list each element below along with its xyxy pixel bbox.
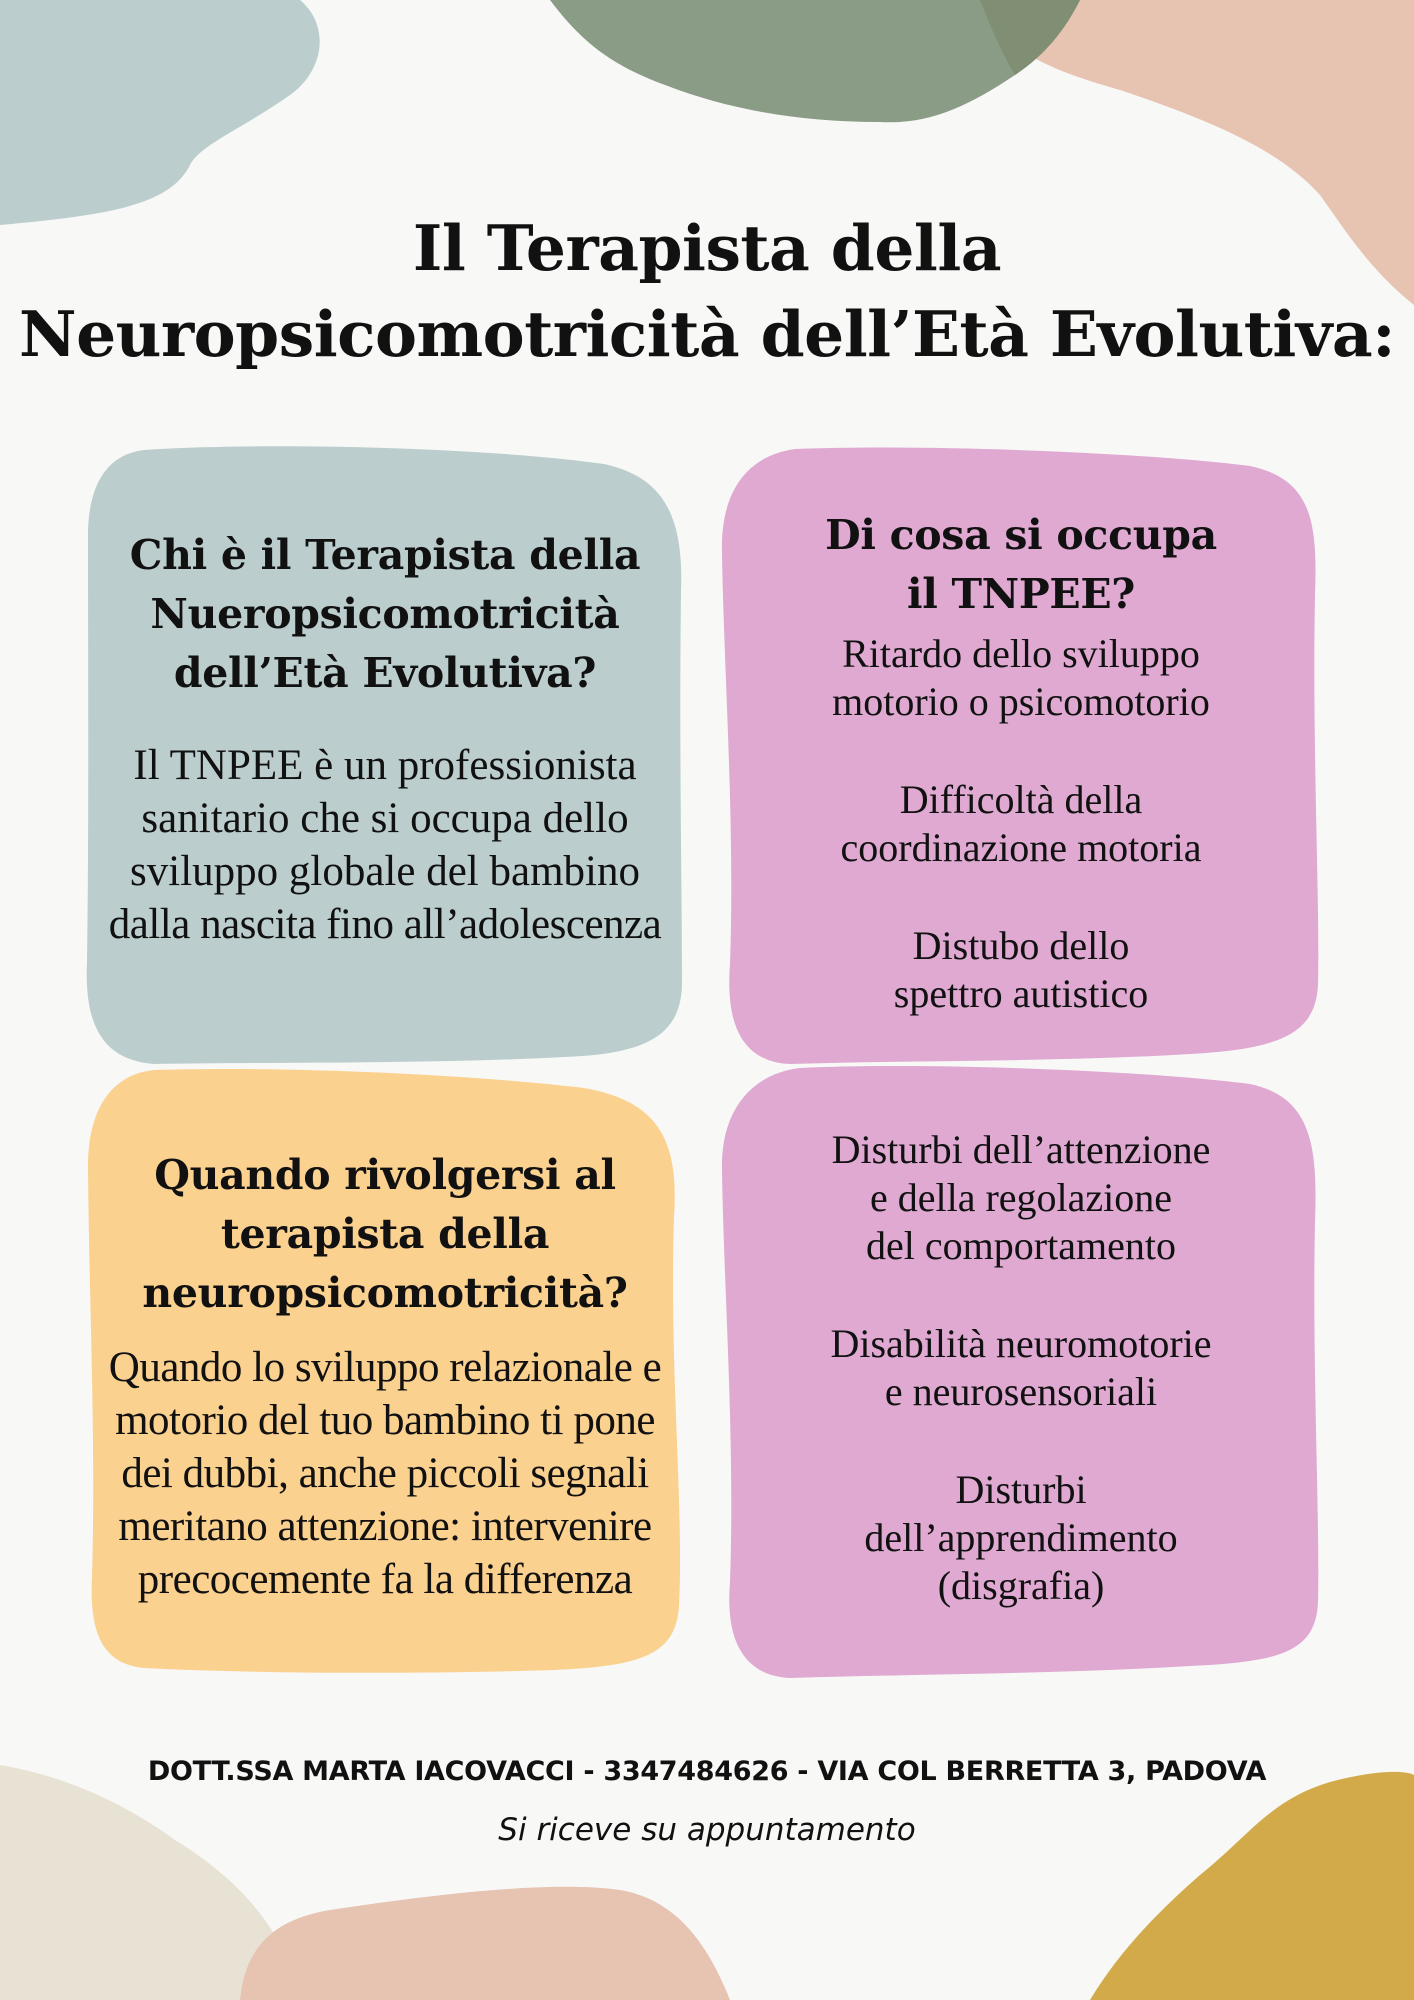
body-line: sviluppo globale del bambino bbox=[130, 848, 640, 895]
title-line-2: Neuropsicomotricità dell’Età Evolutiva: bbox=[19, 297, 1395, 371]
heading-line: terapista della bbox=[220, 1210, 550, 1258]
list-item bbox=[720, 630, 1322, 726]
card-when bbox=[84, 1146, 686, 1606]
page-title bbox=[0, 205, 1414, 377]
heading-line: dell’Età Evolutiva? bbox=[173, 649, 597, 697]
footer-contact: DOTT.SSA MARTA IACOVACCI - 3347484626 - VIA COL BERRETTA 3, PADOVA bbox=[147, 1756, 1267, 1787]
body-line: sanitario che si occupa dello bbox=[141, 795, 629, 842]
item-line: spettro autistico bbox=[893, 971, 1149, 1016]
body-line: Quando lo sviluppo relazionale e bbox=[108, 1344, 662, 1391]
list-item bbox=[720, 922, 1322, 1018]
body-line: dei dubbi, anche piccoli segnali bbox=[121, 1450, 649, 1497]
card-more bbox=[720, 1126, 1322, 1610]
heading-line: neuropsicomotricità? bbox=[142, 1269, 628, 1317]
item-line: Disturbi dell’attenzione bbox=[831, 1127, 1211, 1172]
body-line: precocemente fa la differenza bbox=[137, 1556, 633, 1603]
item-line: e neurosensoriali bbox=[884, 1369, 1158, 1414]
item-line: Distubo dello bbox=[912, 923, 1130, 968]
item-line: Ritardo dello sviluppo bbox=[842, 631, 1200, 676]
card-who bbox=[84, 526, 686, 951]
list-item bbox=[720, 1466, 1322, 1610]
body-line: dalla nascita fino all’adolescenza bbox=[108, 901, 662, 948]
item-line: Difficoltà della bbox=[899, 777, 1143, 822]
heading-line: il TNPEE? bbox=[906, 570, 1136, 618]
heading-line: Chi è il Terapista della bbox=[129, 531, 641, 579]
list-item bbox=[720, 1320, 1322, 1416]
item-line: dell’apprendimento bbox=[864, 1515, 1178, 1560]
list-item bbox=[720, 776, 1322, 872]
card-who-heading bbox=[84, 526, 686, 703]
card-what bbox=[720, 506, 1322, 1018]
item-line: Disabilità neuromotorie bbox=[830, 1321, 1212, 1366]
item-line: del comportamento bbox=[866, 1223, 1176, 1268]
blob-bottom-peach bbox=[240, 1887, 730, 2000]
body-line: meritano attenzione: intervenire bbox=[118, 1503, 652, 1550]
heading-line: Quando rivolgersi al bbox=[154, 1151, 616, 1199]
card-what-heading bbox=[720, 506, 1322, 624]
card-when-body bbox=[84, 1341, 686, 1606]
list-item bbox=[720, 1126, 1322, 1270]
item-line: motorio o psicomotorio bbox=[832, 679, 1210, 724]
item-line: e della regolazione bbox=[869, 1175, 1173, 1220]
item-line: (disgrafia) bbox=[937, 1563, 1105, 1608]
blob-bottom-right-mustard bbox=[1090, 1772, 1414, 2000]
item-line: Disturbi bbox=[955, 1467, 1087, 1512]
body-line: motorio del tuo bambino ti pone bbox=[115, 1397, 655, 1444]
title-line-1: Il Terapista della bbox=[412, 211, 1002, 285]
heading-line: Di cosa si occupa bbox=[825, 511, 1217, 559]
blob-top-left bbox=[0, 0, 320, 225]
footer-note: Si riceve su appuntamento bbox=[498, 1812, 916, 1848]
item-line: coordinazione motoria bbox=[840, 825, 1202, 870]
body-line: Il TNPEE è un professionista bbox=[133, 742, 637, 789]
card-who-body bbox=[84, 739, 686, 951]
card-when-heading bbox=[84, 1146, 686, 1323]
heading-line: Nueropsicomotricità bbox=[150, 590, 620, 638]
card-what-list bbox=[720, 630, 1322, 1018]
